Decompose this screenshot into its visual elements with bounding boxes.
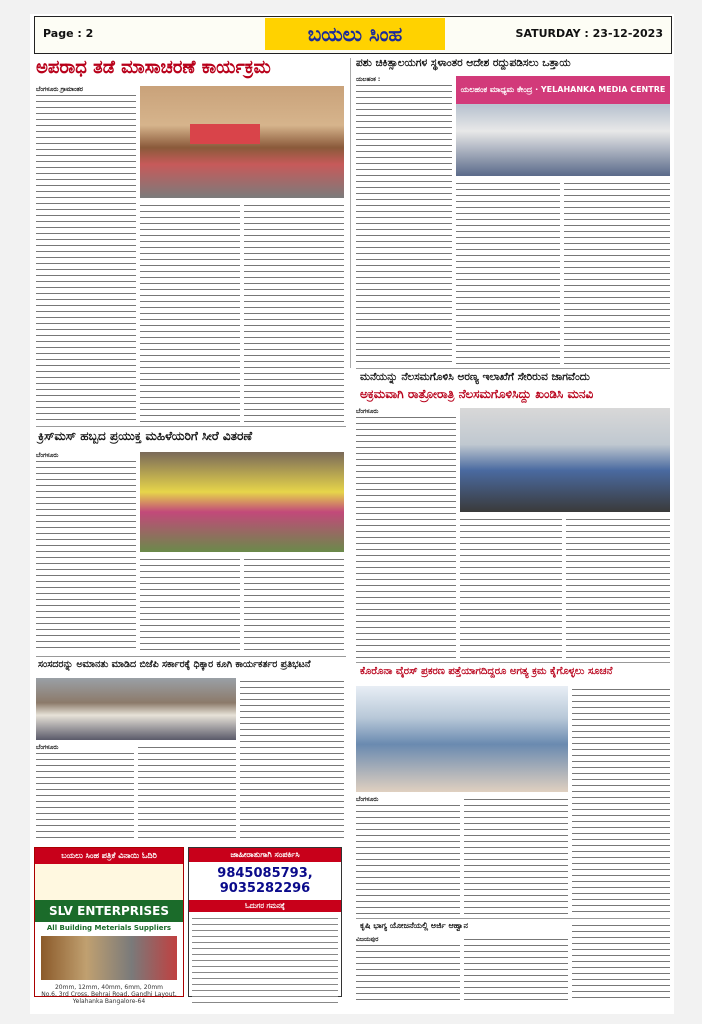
article-crime-lead: ಬೆಂಗಳೂರು ಗ್ರಾಮಾಂತರ [36,86,136,94]
article-corona-body [356,796,460,914]
article-hospital-col3 [564,180,670,364]
article-christmas-col2 [140,556,240,652]
ad-classified-phone: 9845085793, 9035282296 [217,866,313,896]
section-divider [356,368,670,369]
article-land-col3 [566,516,670,658]
article-krishi-col3 [572,922,670,1000]
ad-slv-name: SLV ENTERPRISES [35,900,183,922]
photo-bjp-protest [36,678,236,740]
article-hospital-body [356,76,452,364]
ad-slv-sub: All Building Meterials Suppliers [46,924,172,932]
article-hospital-lead: ಯಲಹಂಕ : [356,76,452,84]
newspaper-title: ಬಯಲು ಸಿಂಹ [265,18,445,50]
photo-crime-event [140,86,344,198]
media-centre-banner: ಯಲಹಂಕ ಮಾಧ್ಯಮ ಕೇಂದ್ರ · YELAHANKA MEDIA CENTRE [456,76,670,104]
article-bjp-col2 [138,744,236,842]
photo-hospital-meeting [456,76,670,176]
article-corona-col3 [572,686,670,914]
headline-corona: ಕೊರೊನಾ ವೈರಸ್ ಪ್ರಕರಣ ಪತ್ತೆಯಾಗದಿದ್ದರೂ ಅಗತ್ಯ ಕ್ರಮ ಕೈಗೊಳ್ಳಲು ಸೂಚನೆ [360,666,613,677]
headline-land-line2: ಅಕ್ರಮವಾಗಿ ರಾತ್ರೋರಾತ್ರಿ ನೆಲಸಮಗೊಳಿಸಿದ್ದು ಖಂಡಿಸಿ ಮನವಿ [360,387,594,401]
ad-slv-logos [35,864,183,900]
article-corona-lead: ಬೆಂಗಳೂರು [356,796,460,804]
ad-slv-top: ಬಯಲು ಸಿಂಹ ಪತ್ರಿಕೆ ವಿನಾಯಿ ಓದಿರಿ [35,848,183,864]
article-crime-col3 [244,202,344,422]
section-divider [36,426,346,427]
newspaper-page [30,14,674,1014]
headline-christmas: ಕ್ರಿಸ್‌ಮಸ್ ಹಬ್ಬದ ಪ್ರಯುಕ್ತ ಮಹಿಳೆಯರಿಗೆ ಸೀರೆ ವಿತರಣೆ [38,429,253,443]
article-bjp-body [36,744,134,842]
page-number: Page : 2 [43,27,94,40]
article-bjp-col3 [240,678,344,842]
article-christmas-body [36,452,136,652]
ad-classified-body [192,915,338,1005]
issue-date: SATURDAY : 23-12-2023 [515,27,663,40]
article-hospital-col2 [456,180,560,364]
section-divider [36,656,346,657]
ad-slv-materials-image [41,936,177,980]
masthead [34,16,672,54]
headline-crime: ಅಪರಾಧ ತಡೆ ಮಾಸಾಚರಣೆ ಕಾರ್ಯಕ್ರಮ [36,57,271,78]
article-krishi-body [356,936,460,1000]
article-land-lead: ಬೆಂಗಳೂರು [356,408,456,416]
column-divider [350,58,351,368]
article-krishi-lead: ವಿಜಯಪುರ [356,936,460,944]
article-christmas-lead: ಬೆಂಗಳೂರು [36,452,136,460]
ad-classified [188,847,342,997]
article-christmas-col3 [244,556,344,652]
article-land-body [356,408,456,658]
photo-land-memorandum [460,408,670,512]
article-crime-body [36,86,136,422]
article-krishi-col2 [464,936,568,1000]
section-divider [356,662,670,663]
headline-hospital: ಪಶು ಚಿಕಿತ್ಸಾಲಯಗಳ ಸ್ಥಳಾಂತರ ಆದೇಶ ರದ್ದುಪಡಿಸಲು ಒತ್ತಾಯ [356,57,571,69]
article-crime-col2 [140,202,240,422]
headline-land-line1: ಮನೆಯನ್ನು ನೆಲಸಮಗೊಳಿಸಿ ಅರಣ್ಯ ಇಲಾಖೆಗೆ ಸೇರಿರುವ ಜಾಗವೆಂದು [360,371,590,383]
article-corona-col2 [464,796,568,914]
section-divider [356,918,670,919]
photo-christmas-saree [140,452,344,552]
article-bjp-lead: ಬೆಂಗಳೂರು [36,744,134,752]
headline-krishi: ಕೃಷಿ ಭಾಗ್ಯ ಯೋಜನೆಯಲ್ಲಿ ಅರ್ಜಿ ಆಹ್ವಾನ [360,921,469,930]
ad-slv-address: No.6, 3rd Cross, Behrai Road, Gandhi Layout, Yelahanka Bangalore-64 [41,991,177,1005]
article-land-col2 [460,516,562,658]
ad-slv-sizes: 20mm, 12mm, 40mm, 6mm, 20mm [54,984,164,991]
ad-classified-title: ಜಾಹೀರಾತುಗಾಗಿ ಸಂಪರ್ಕಿಸಿ [189,848,341,862]
photo-corona-meeting [356,686,568,792]
headline-bjp: ಸಂಸದರನ್ನು ಅಮಾನತು ಮಾಡಿದ ಬಿಜೆಪಿ ಸರ್ಕಾರಕ್ಕೆ ಧಿಕ್ಕಾರ ಕೂಗಿ ಕಾರ್ಯಕರ್ತರ ಪ್ರತಿಭಟನೆ [38,659,311,670]
ad-classified-notice: ಓದುಗರ ಗಮನಕ್ಕೆ [189,900,341,912]
ad-slv-enterprises [34,847,184,1005]
